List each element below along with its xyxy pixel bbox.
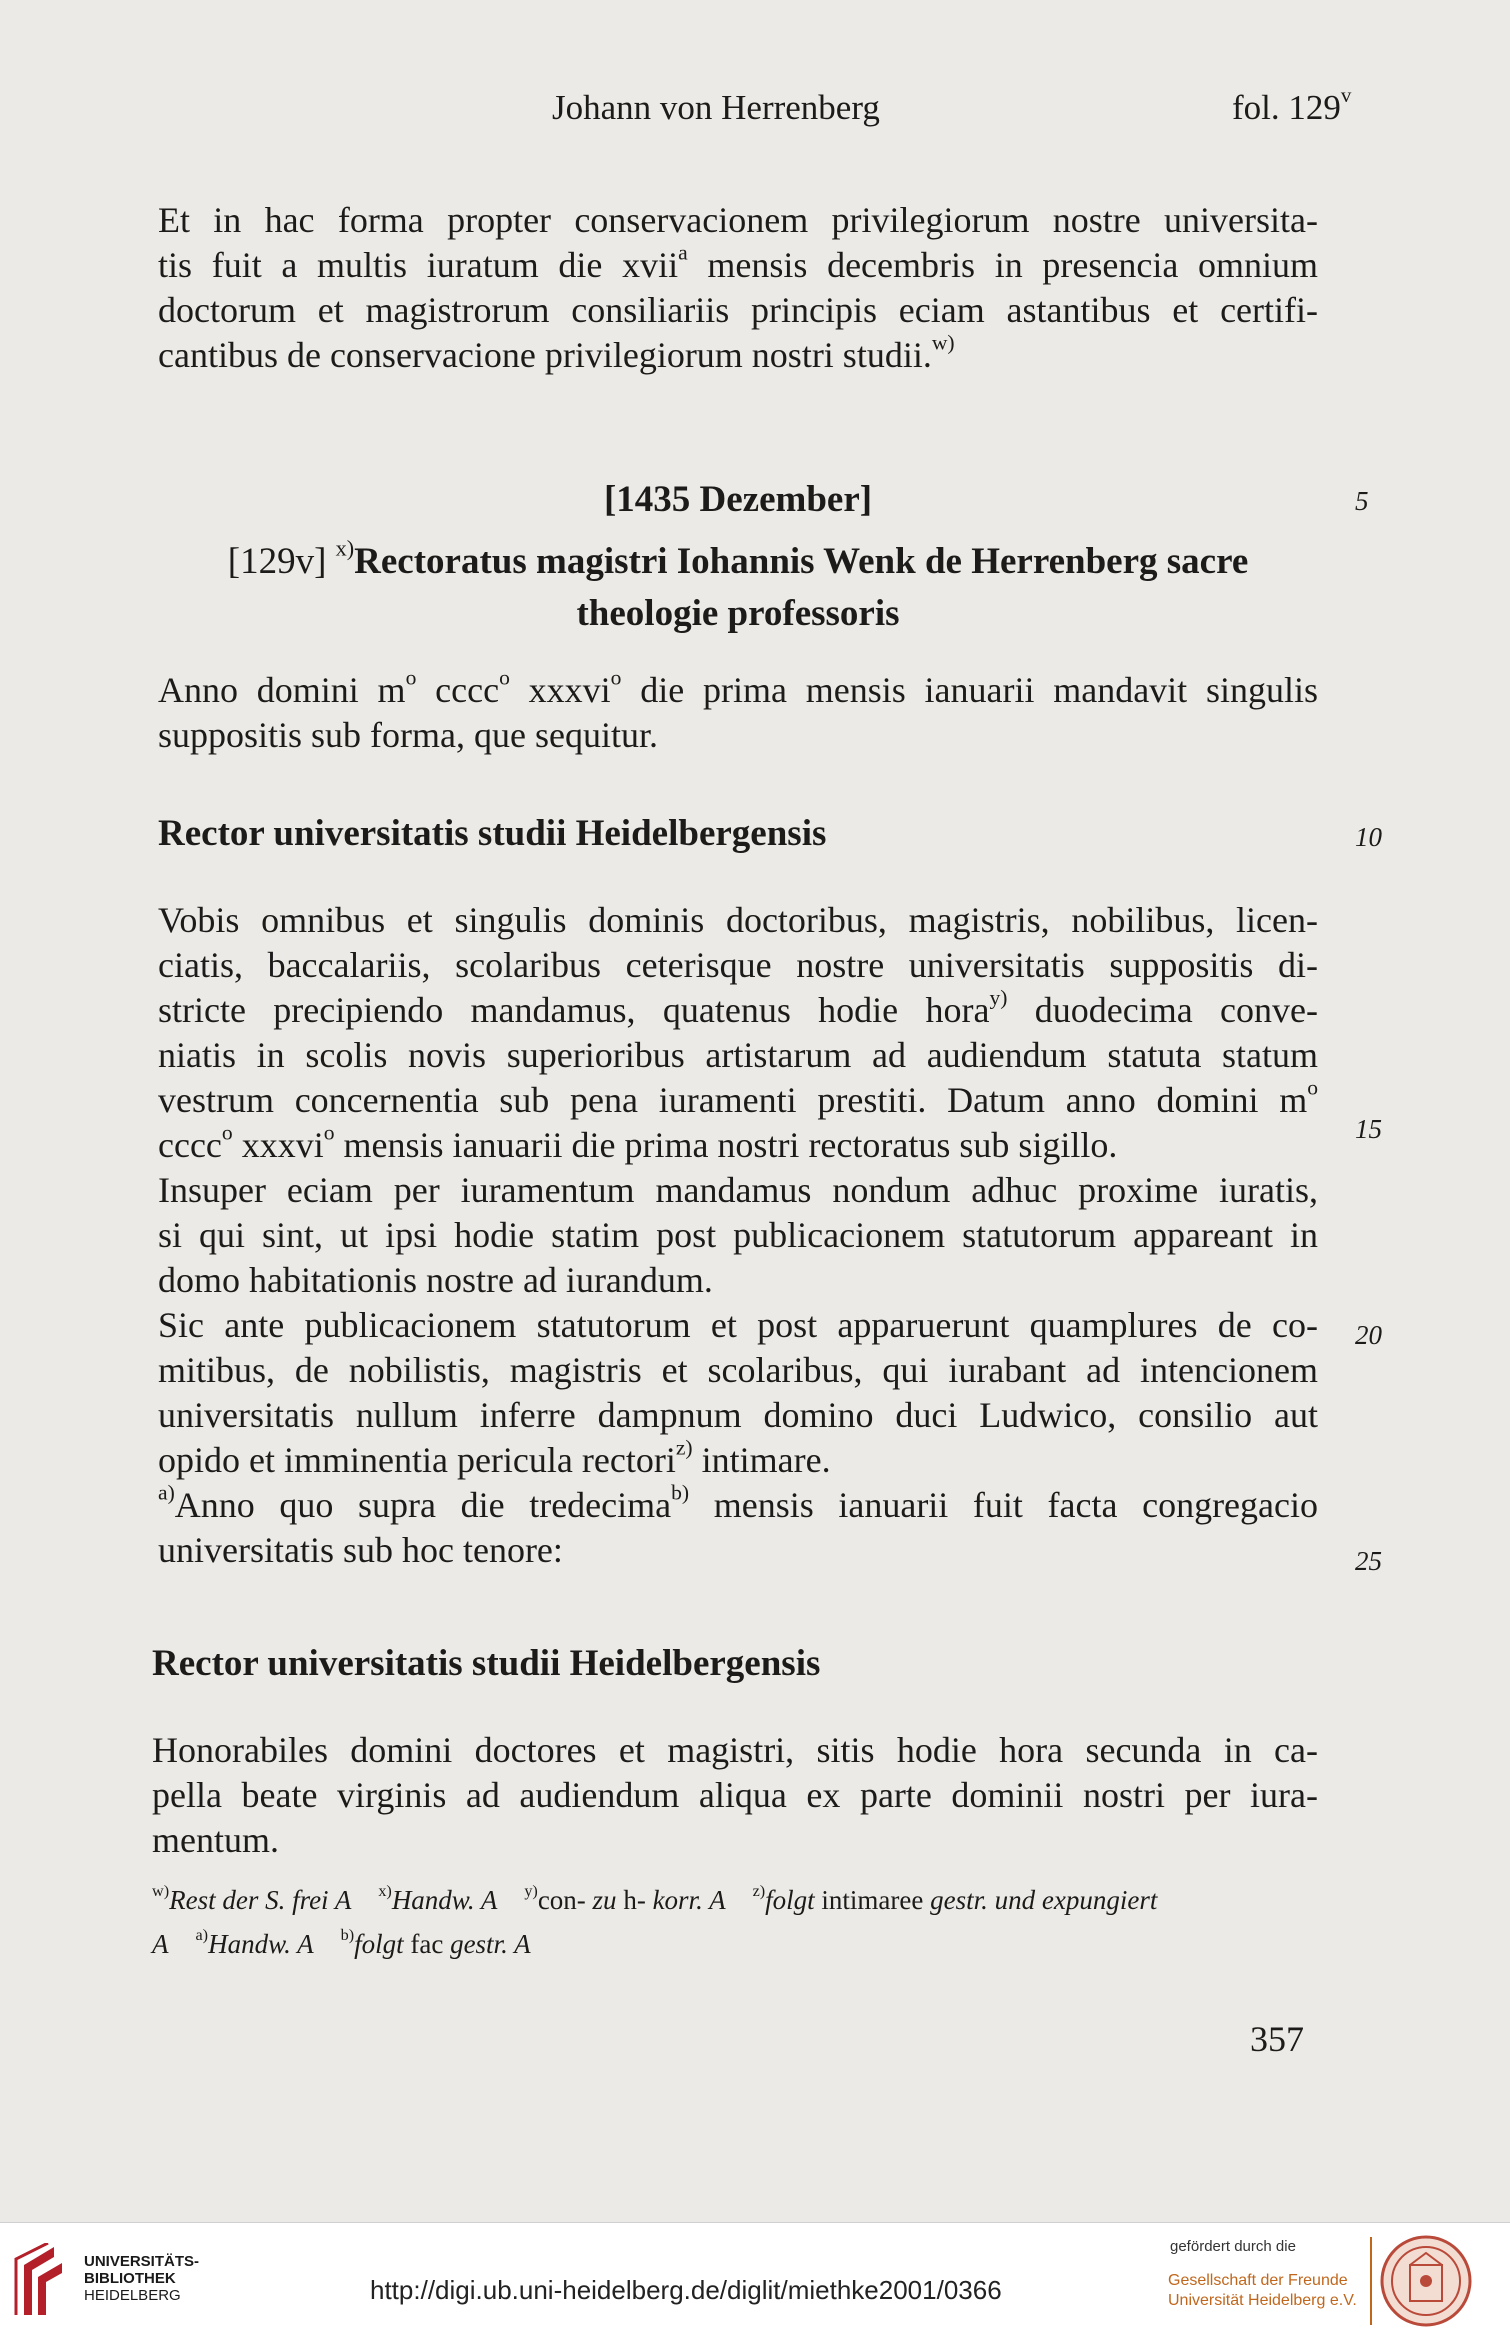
text-line: opido et imminentia pericula rectori$^{z)}$ intimare. bbox=[158, 1435, 831, 1480]
line-number: 10 bbox=[1355, 822, 1382, 852]
footnote-line: $^{w)}$Rest der S. frei A $^{x)}$Handw. A $^{y)}$con- zu h- korr. A $^{z)}$folgt intimaree gestr. und expungiert bbox=[152, 1882, 1158, 1915]
sponsor-name: Gesellschaft der Freunde Universität Heidelberg e.V. bbox=[1168, 2272, 1357, 2309]
date-heading: [1435 Dezember] bbox=[603, 479, 873, 520]
text-line: Honorabiles domini doctores et magistri, sitis hodie hora secunda in ca- bbox=[152, 1730, 1318, 1770]
running-head-folio: fol. 129$^v$ bbox=[1232, 83, 1352, 127]
text-line: si qui sint, ut ipsi hodie statim post publicacionem statutorum appareant in bbox=[158, 1215, 1318, 1255]
text-line: domo habitationis nostre ad iurandum. bbox=[158, 1260, 713, 1300]
text-line: Vobis omnibus et singulis dominis doctoribus, magistris, nobilibus, licen- bbox=[158, 900, 1318, 940]
text-line: universitatis sub hoc tenore: bbox=[158, 1530, 563, 1570]
text-line: Sic ante publicacionem statutorum et post apparuerunt quamplures de co- bbox=[158, 1305, 1318, 1345]
text-line: Insuper eciam per iuramentum mandamus nondum adhuc proxime iuratis, bbox=[158, 1170, 1318, 1210]
paragraph-conservation bbox=[158, 198, 1318, 378]
text-line: suppositis sub forma, que sequitur. bbox=[158, 715, 658, 755]
library-logo-icon bbox=[14, 2243, 70, 2319]
text-line: doctorum et magistrorum consiliariis principis eciam astantibus et certifi- bbox=[158, 290, 1318, 330]
text-line: vestrum concernentia sub pena iuramenti prestiti. Datum anno domini $m^o$ bbox=[158, 1075, 1318, 1120]
running-head-title: Johann von Herrenberg bbox=[552, 88, 880, 127]
paragraph-anno-domini bbox=[158, 665, 1318, 758]
sponsor-label: gefördert durch die bbox=[1170, 2238, 1296, 2255]
divider bbox=[1370, 2237, 1372, 2325]
line-number: 5 bbox=[1355, 486, 1369, 516]
text-line: niatis in scolis novis superioribus artistarum ad audiendum statuta statum bbox=[158, 1035, 1318, 1075]
library-name: UNIVERSITÄTS- BIBLIOTHEK HEIDELBERG bbox=[84, 2253, 200, 2304]
text-line: mentum. bbox=[152, 1820, 279, 1860]
page-number: 357 bbox=[1250, 2019, 1304, 2059]
text-line: pella beate virginis ad audiendum aliqua ex parte dominii nostri per iura- bbox=[152, 1775, 1318, 1815]
line-number: 25 bbox=[1355, 1546, 1382, 1576]
rectorate-heading: [129v] $^{x)}$Rectoratus magistri Iohannis Wenk de Herrenberg sacre theologie professoris bbox=[227, 535, 1249, 634]
paragraph-anno-quo-supra bbox=[158, 1480, 1318, 1573]
section-heading: Rector universitatis studii Heidelbergensis bbox=[152, 1643, 821, 1684]
paragraph-vobis-omnibus bbox=[158, 898, 1318, 1168]
text-line: mitibus, de nobilistis, magistris et scolaribus, qui iurabant ad intencionem bbox=[158, 1350, 1318, 1390]
paragraph-honorabiles bbox=[152, 1728, 1318, 1863]
line-number: 15 bbox=[1355, 1114, 1382, 1144]
section-heading: Rector universitatis studii Heidelbergensis bbox=[158, 813, 827, 854]
text-line: $^{a)}$Anno quo supra die tredecima$^{b)}$ mensis ianuarii fuit facta congregacio bbox=[158, 1480, 1318, 1525]
text-line: stricte precipiendo mandamus, quatenus hodie hora$^{y)}$ duodecima conve- bbox=[158, 985, 1319, 1030]
footer-bar bbox=[0, 2222, 1510, 2335]
paragraph-sic-ante bbox=[158, 1303, 1318, 1483]
text-line: tis fuit a multis iuratum die xvii$^a$ mensis decembris in presencia omnium bbox=[158, 240, 1318, 285]
text-line: Et in hac forma propter conservacionem privilegiorum nostre universita- bbox=[158, 200, 1318, 240]
text-line: Anno domini $m^o$ cccc$^o$ xxxvi$^o$ die prima mensis ianuarii mandavit singulis bbox=[158, 665, 1318, 710]
paragraph-insuper bbox=[158, 1168, 1318, 1303]
text-line: cccc$^o$ xxxvi$^o$ mensis ianuarii die prima nostri rectoratus sub sigillo. bbox=[158, 1120, 1118, 1165]
text-line: universitatis nullum inferre dampnum domino duci Ludwico, consilio aut bbox=[158, 1395, 1318, 1435]
text-line: cantibus de conservacione privilegiorum nostri studii.$^{w)}$ bbox=[158, 330, 955, 375]
text-line: ciatis, baccalariis, scolaribus ceterisque nostre universitatis suppositis di- bbox=[158, 945, 1318, 985]
line-number: 20 bbox=[1355, 1320, 1382, 1350]
university-seal-icon bbox=[1380, 2235, 1472, 2327]
footnotes bbox=[152, 1878, 1322, 1966]
footnote-line: A $^{a)}$Handw. A $^{b)}$folgt fac gestr. A bbox=[152, 1926, 531, 1959]
permalink-url[interactable]: http://digi.ub.uni-heidelberg.de/diglit/miethke2001/0366 bbox=[370, 2275, 1002, 2305]
